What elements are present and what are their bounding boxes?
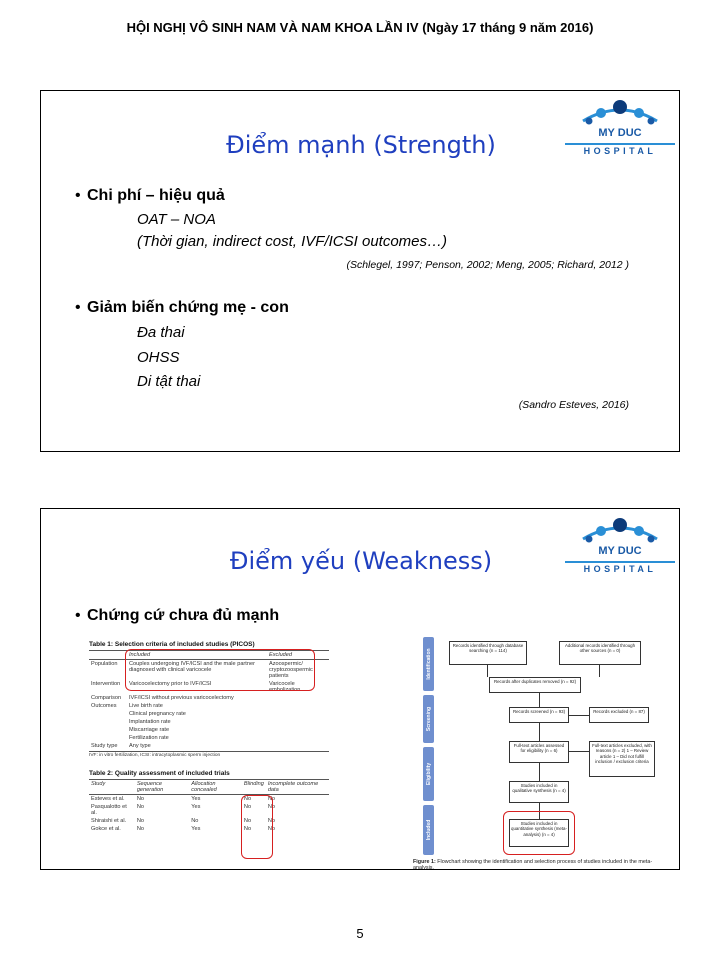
highlight-population [125,649,315,691]
reference-2: (Sandro Esteves, 2016) [518,399,629,411]
logo-name: MY DUC [598,127,642,139]
table1-col-included: Included [127,651,267,660]
flow-arrow [599,665,600,677]
flow-box-qualitative: Studies included in qualitative synthesis (n = 4) [509,781,569,803]
sub-ohss: OHSS [137,349,180,366]
slide-weakness [40,508,680,870]
table2-caption: Table 2: Quality assessment of included trials [89,770,230,777]
flow-side-eligibility: Eligibility [423,747,434,801]
bullet-cost-effective: • Chi phí – hiệu quả [87,187,225,205]
flow-side-identification: Identification [423,637,434,691]
flow-box-other-sources: Additional records identified through other sources (n = 0) [559,641,641,665]
table-row: Intervention Varicocelectomy prior to IVF/ICSI Varicocele embolization [91,681,301,693]
highlight-included [503,811,575,855]
flow-side-screening: Screening [423,695,434,743]
slide-strength [40,90,680,452]
flow-side-included: Included [423,805,434,855]
sub-birth-defects: Di tật thai [137,373,201,390]
table-row: Clinical pregnancy rate [129,711,186,717]
page-header: HỘI NGHỊ VÔ SINH NAM VÀ NAM KHOA LẦN IV (Ngày 17 tháng 9 năm 2016) [126,20,594,35]
flow-arrow [539,693,540,707]
table1-footnote: IVF: in vitro fertilization, ICSI: intracytoplasmic sperm injection [89,751,329,758]
sub-multiple-pregnancy: Đa thai [137,324,185,341]
flow-arrow [487,665,488,677]
flow-arrow [569,751,589,752]
table1-caption: Table 1: Selection criteria of included studies (PICOS) [89,641,255,648]
bullet-weak-evidence: • Chứng cứ chưa đủ mạnh [87,607,279,625]
table-row: Pasqualotto et al. No Yes No No [91,804,275,816]
logo-subtitle: HOSPITAL [565,143,675,156]
table-row: Study type Any type [91,743,151,749]
logo-name: MY DUC [598,545,642,557]
slide-title: Điểm mạnh (Strength) [226,131,496,159]
table-row: Implantation rate [129,719,171,725]
flow-box-fulltext: Full-text articles assessed for eligibility (n = 6) [509,741,569,763]
flow-arrow [539,763,540,781]
flow-box-screened: Records screened (n = 93) [509,707,569,723]
table-row: Comparison IVF/ICSI without previous varicocelectomy [91,695,234,701]
logo-subtitle: HOSPITAL [565,561,675,574]
table-row: Shiraishi et al. No No No No [91,818,275,824]
sub-time-cost: (Thời gian, indirect cost, IVF/ICSI outcomes…) [137,233,447,250]
flow-arrow [569,715,589,716]
flow-box-fulltext-excluded: Full-text articles excluded, with reasons (n = 2) 1 – Review article 1 – Did not fulfill inclusion / exclusion criteria [589,741,655,777]
sub-oat-noa: OAT – NOA [137,211,216,228]
highlight-blinding [241,795,273,859]
table-row: Miscarriage rate [129,727,170,733]
table-row: Outcomes Live birth rate [91,703,163,709]
table-row: Gokce et al. No Yes No No [91,826,275,832]
flow-box-database: Records identified through database searching (n = 114) [449,641,527,665]
logo-figures-icon [565,99,675,129]
flow-box-quantitative: Studies included in quantitative synthesis (meta-analysis) (n = 4) [509,819,569,847]
table-row: Fertilization rate [129,735,169,741]
prisma-flowchart-image [409,637,669,870]
bullet-complications: • Giảm biến chứng mẹ - con [87,299,289,317]
page-number: 5 [356,926,364,941]
slide-title: Điểm yếu (Weakness) [229,547,493,575]
flow-box-excluded: Records excluded (n = 87) [589,707,649,723]
table-row: Population Couples undergoing IVF/ICSI and the male partner diagnosed with clinical varicocele Azoospermic/ cryptozoospermic patients [91,661,313,679]
reference-1: (Schlegel, 1997; Penson, 2002; Meng, 2005; Richard, 2012 ) [346,259,629,271]
table2: Study Sequence generation Allocation concealed Blinding Incomplete outcome data Esteves et al. No Yes No No Pasqualotto et al. No Yes No No Shiraishi et al. No No No No Gokce et al. No Yes No No [89,779,329,833]
table1-col-excluded: Excluded [267,651,329,660]
flow-box-duplicates: Records after duplicates removed (n = 92) [489,677,581,693]
logo-figures-icon [565,517,675,547]
flow-arrow [539,723,540,741]
table-row: Esteves et al. No Yes No No [91,796,275,802]
flowchart-caption: Figure 1: Flowchart showing the identification and selection process of studies included in the meta-analysis. [413,859,653,870]
